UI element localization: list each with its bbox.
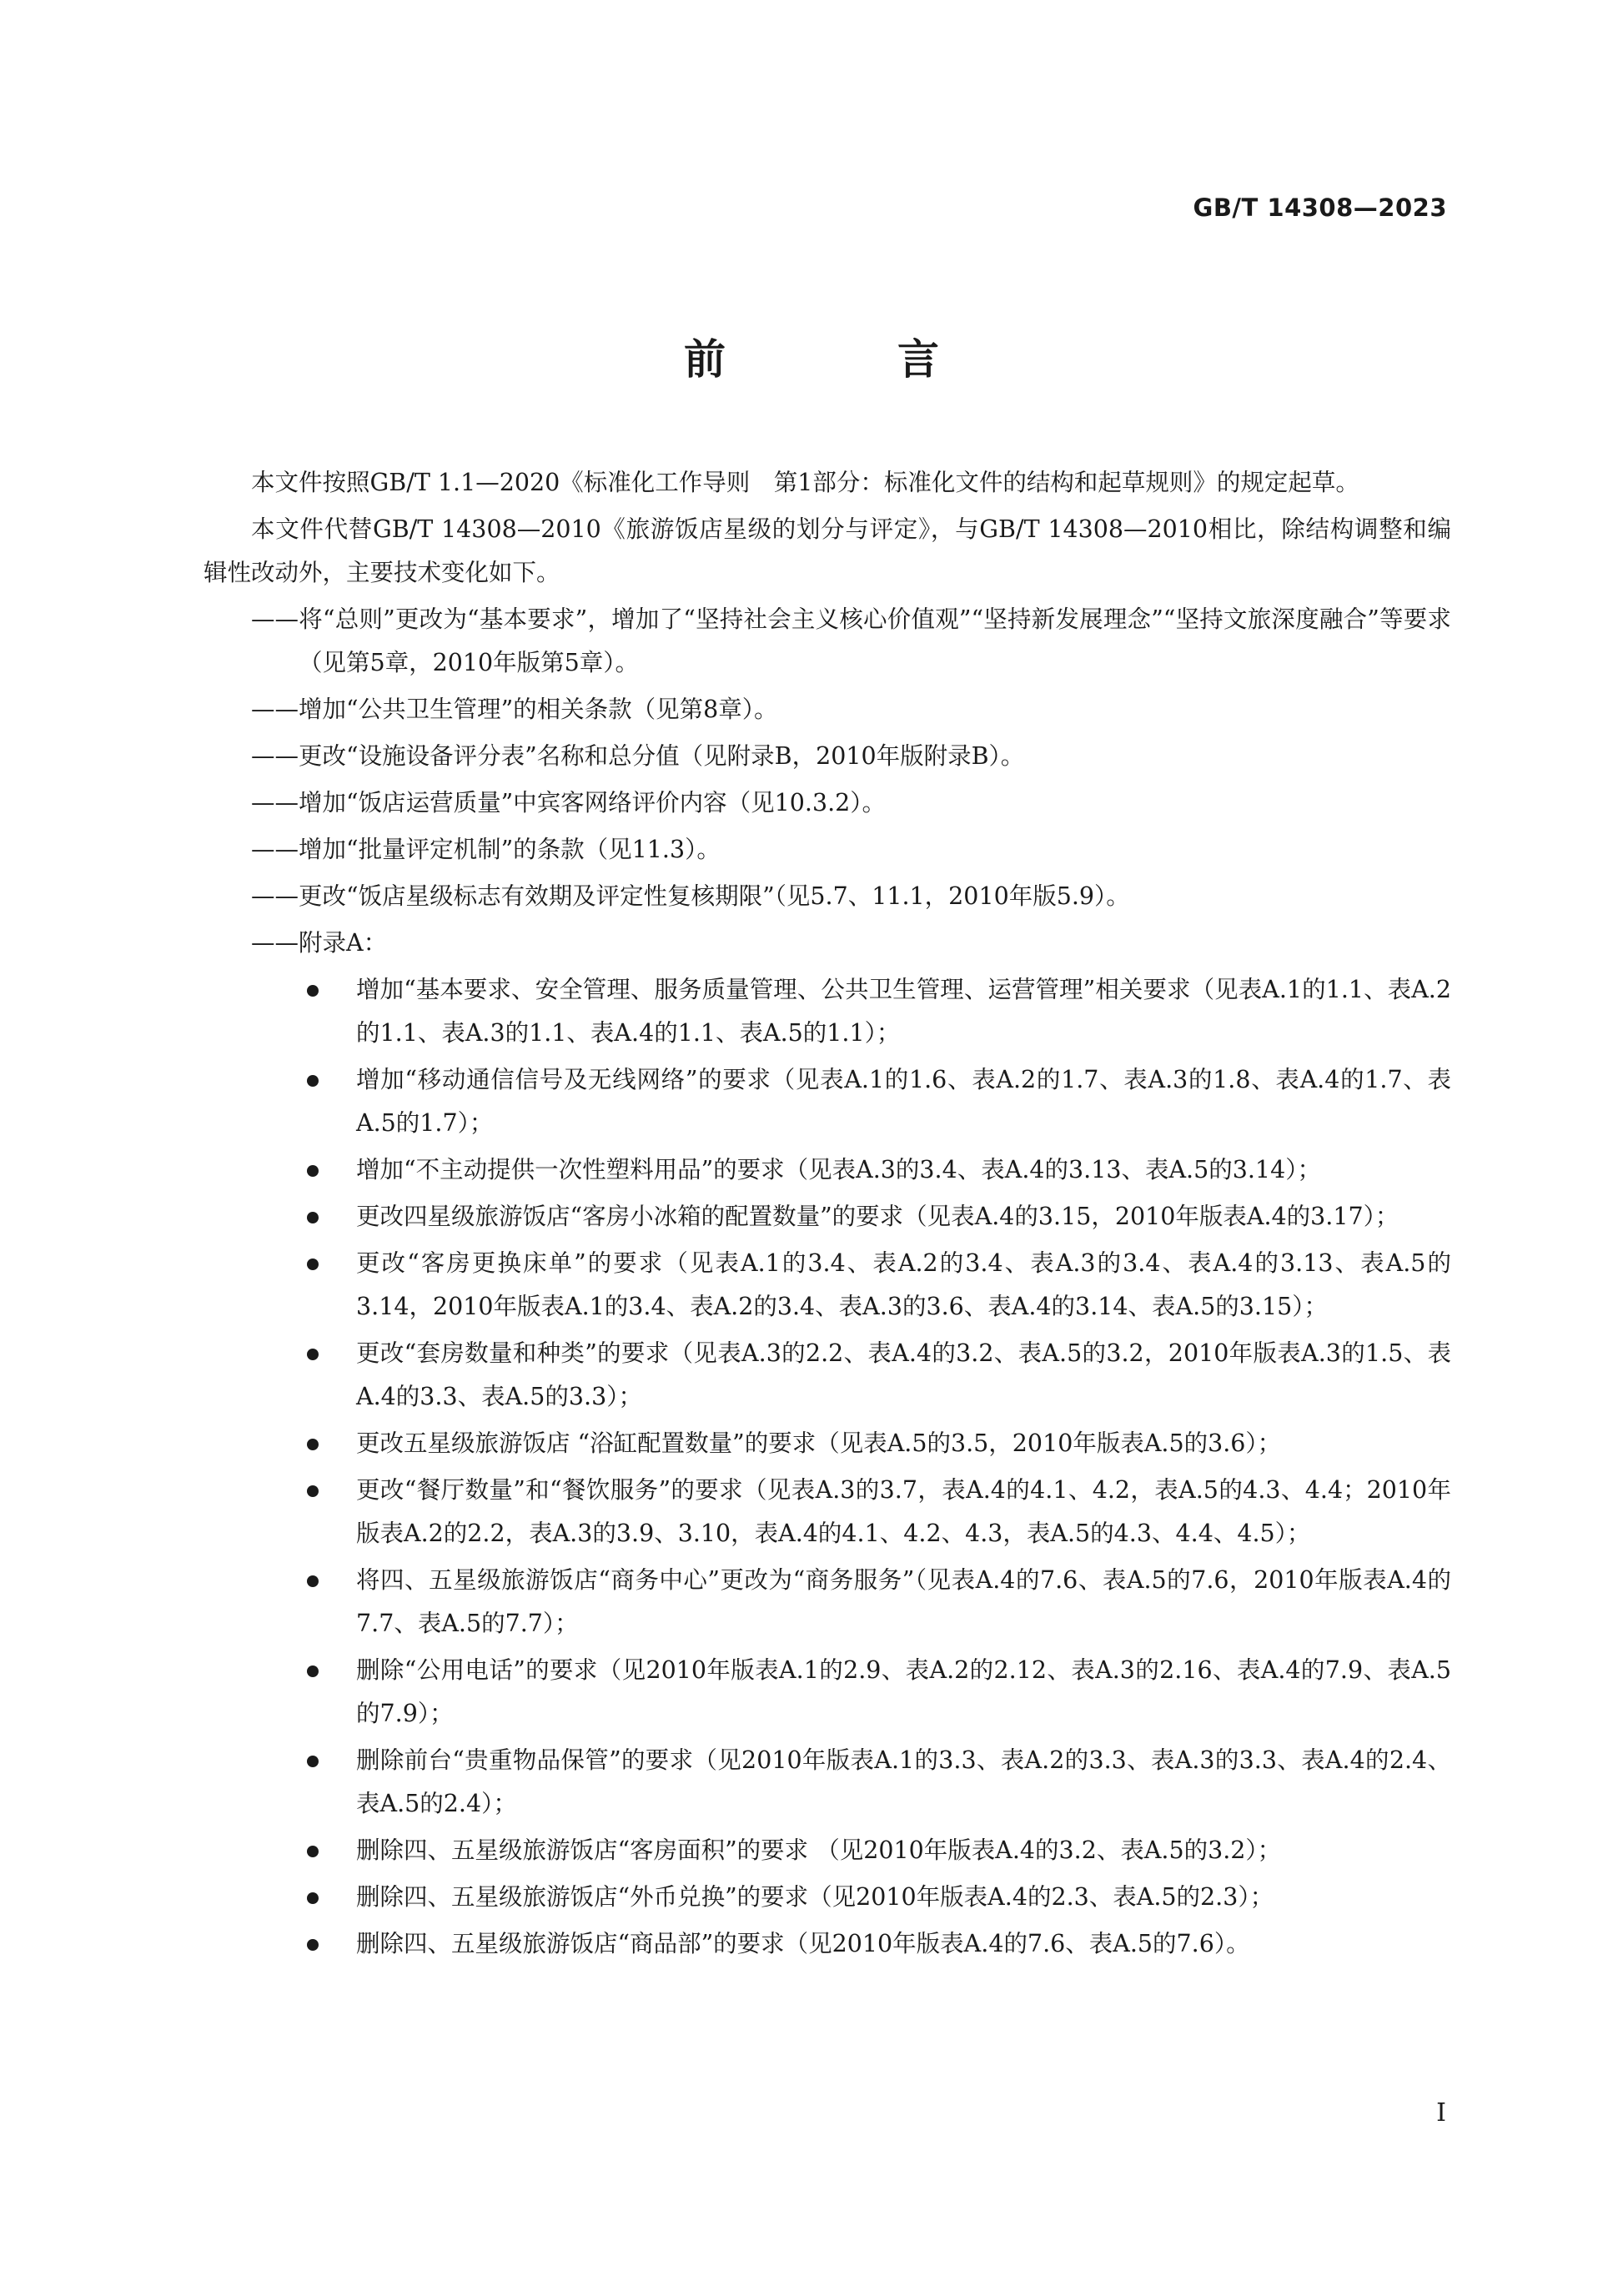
bullet-icon	[307, 1485, 319, 1497]
appendix-item-text: 删除前台“贵重物品保管”的要求（见2010年版表A.1的3.3、表A.2的3.3、表A.3的3.3、表A.4的2.4、表A.5的2.4）；	[356, 1746, 1451, 1817]
appendix-item-text: 删除四、五星级旅游饭店“商品部”的要求（见2010年版表A.4的7.6、表A.5的7.6）。	[356, 1930, 1250, 1957]
document-body	[204, 461, 1451, 1969]
bullet-icon	[307, 1665, 319, 1677]
change-item: ——更改“设施设备评分表”名称和总分值（见附录B，2010年版附录B）。	[251, 742, 1025, 770]
appendix-item-text: 增加“不主动提供一次性塑料用品”的要求（见表A.3的3.4、表A.4的3.13、表A.5的3.14）；	[356, 1156, 1321, 1183]
intro-paragraph: 本文件代替GB/T 14308—2010《旅游饭店星级的划分与评定》，与GB/T 14308—2010相比，除结构调整和编辑性改动外，主要技术变化如下。	[204, 515, 1451, 586]
appendix-label: ——附录A：	[251, 929, 388, 957]
appendix-item-text: 将四、五星级旅游饭店“商务中心”更改为“商务服务”（见表A.4的7.6、表A.5的7.6，2010年版表A.4的7.7、表A.5的7.7）；	[356, 1566, 1451, 1637]
appendix-item	[204, 1922, 1451, 1966]
appendix-item-text: 更改“餐厅数量”和“餐饮服务”的要求（见表A.3的3.7，表A.4的4.1、4.2，表A.5的4.3、4.4；2010年版表A.2的2.2，表A.3的3.9、3.10，表A.4的4.1、4.2、4.3，表A.5的4.3、4.4、4.5）；	[356, 1476, 1451, 1547]
bullet-icon	[307, 1756, 319, 1767]
appendix-item-text: 增加“基本要求、安全管理、服务质量管理、公共卫生管理、运营管理”相关要求（见表A.1的1.1、表A.2的1.1、表A.3的1.1、表A.4的1.1、表A.5的1.1）；	[356, 976, 1451, 1047]
page-title: 前 言	[684, 335, 1004, 384]
bullet-icon	[307, 1939, 319, 1951]
document-code: GB/T 14308—2023	[1193, 193, 1447, 222]
appendix-item	[204, 1148, 1451, 1192]
change-item: ——增加“批量评定机制”的条款（见11.3）。	[251, 836, 721, 863]
page-number: I	[1436, 2098, 1446, 2128]
bullet-icon	[307, 1439, 319, 1450]
bullet-icon	[307, 1212, 319, 1223]
appendix-item	[204, 1559, 1451, 1645]
appendix-item	[204, 1739, 1451, 1826]
appendix-item-text: 更改“客房更换床单”的要求（见表A.1的3.4、表A.2的3.4、表A.3的3.4、表A.4的3.13、表A.5的3.14，2010年版表A.1的3.4、表A.2的3.4、表A.3的3.6、表A.4的3.14、表A.5的3.15）；	[356, 1249, 1451, 1320]
appendix-item-text: 删除“公用电话”的要求（见2010年版表A.1的2.9、表A.2的2.12、表A.3的2.16、表A.4的7.9、表A.5的7.9）；	[356, 1656, 1451, 1727]
appendix-item-text: 删除四、五星级旅游饭店“外币兑换”的要求（见2010年版表A.4的2.3、表A.5的2.3）；	[356, 1883, 1274, 1911]
change-item: ——增加“饭店运营质量”中宾客网络评价内容（见10.3.2）。	[251, 789, 887, 816]
change-item: ——增加“公共卫生管理”的相关条款（见第8章）。	[251, 696, 778, 723]
bullet-icon	[307, 985, 319, 997]
bullet-icon	[307, 1259, 319, 1270]
bullet-icon	[307, 1846, 319, 1857]
appendix-item	[204, 1876, 1451, 1919]
appendix-item-text: 更改五星级旅游饭店 “浴缸配置数量”的要求（见表A.5的3.5，2010年版表A.5的3.6）；	[356, 1429, 1282, 1457]
appendix-item-text: 增加“移动通信信号及无线网络”的要求（见表A.1的1.6、表A.2的1.7、表A.3的1.8、表A.4的1.7、表A.5的1.7）；	[356, 1066, 1451, 1137]
appendix-item	[204, 1649, 1451, 1736]
intro-paragraph: 本文件按照GB/T 1.1—2020《标准化工作导则 第1部分：标准化文件的结构和起草规则》的规定起草。	[251, 469, 1359, 496]
appendix-item	[204, 1242, 1451, 1329]
appendix-item	[204, 1195, 1451, 1238]
bullet-icon	[307, 1165, 319, 1177]
appendix-item-text: 更改“套房数量和种类”的要求（见表A.3的2.2、表A.4的3.2、表A.5的3.2，2010年版表A.3的1.5、表A.4的3.3、表A.5的3.3）；	[356, 1339, 1451, 1410]
bullet-icon	[307, 1349, 319, 1360]
appendix-item	[204, 1422, 1451, 1465]
appendix-item-text: 删除四、五星级旅游饭店“客房面积”的要求 （见2010年版表A.4的3.2、表A.5的3.2）；	[356, 1836, 1282, 1864]
bullet-icon	[307, 1575, 319, 1587]
change-item: ——将“总则”更改为“基本要求”，增加了“坚持社会主义核心价值观”“坚持新发展理念”“坚持文旅深度融合”等要求（见第5章，2010年版第5章）。	[251, 605, 1451, 676]
appendix-item	[204, 1829, 1451, 1872]
appendix-item	[204, 1332, 1451, 1419]
bullet-icon	[307, 1075, 319, 1087]
appendix-item	[204, 1469, 1451, 1555]
appendix-item	[204, 968, 1451, 1055]
bullet-icon	[307, 1892, 319, 1904]
appendix-item	[204, 1058, 1451, 1145]
appendix-item-text: 更改四星级旅游饭店“客房小冰箱的配置数量”的要求（见表A.4的3.15，2010年版表A.4的3.17）；	[356, 1203, 1399, 1230]
change-item: ——更改“饭店星级标志有效期及评定性复核期限”（见5.7、11.1，2010年版5.9）。	[251, 882, 1130, 910]
